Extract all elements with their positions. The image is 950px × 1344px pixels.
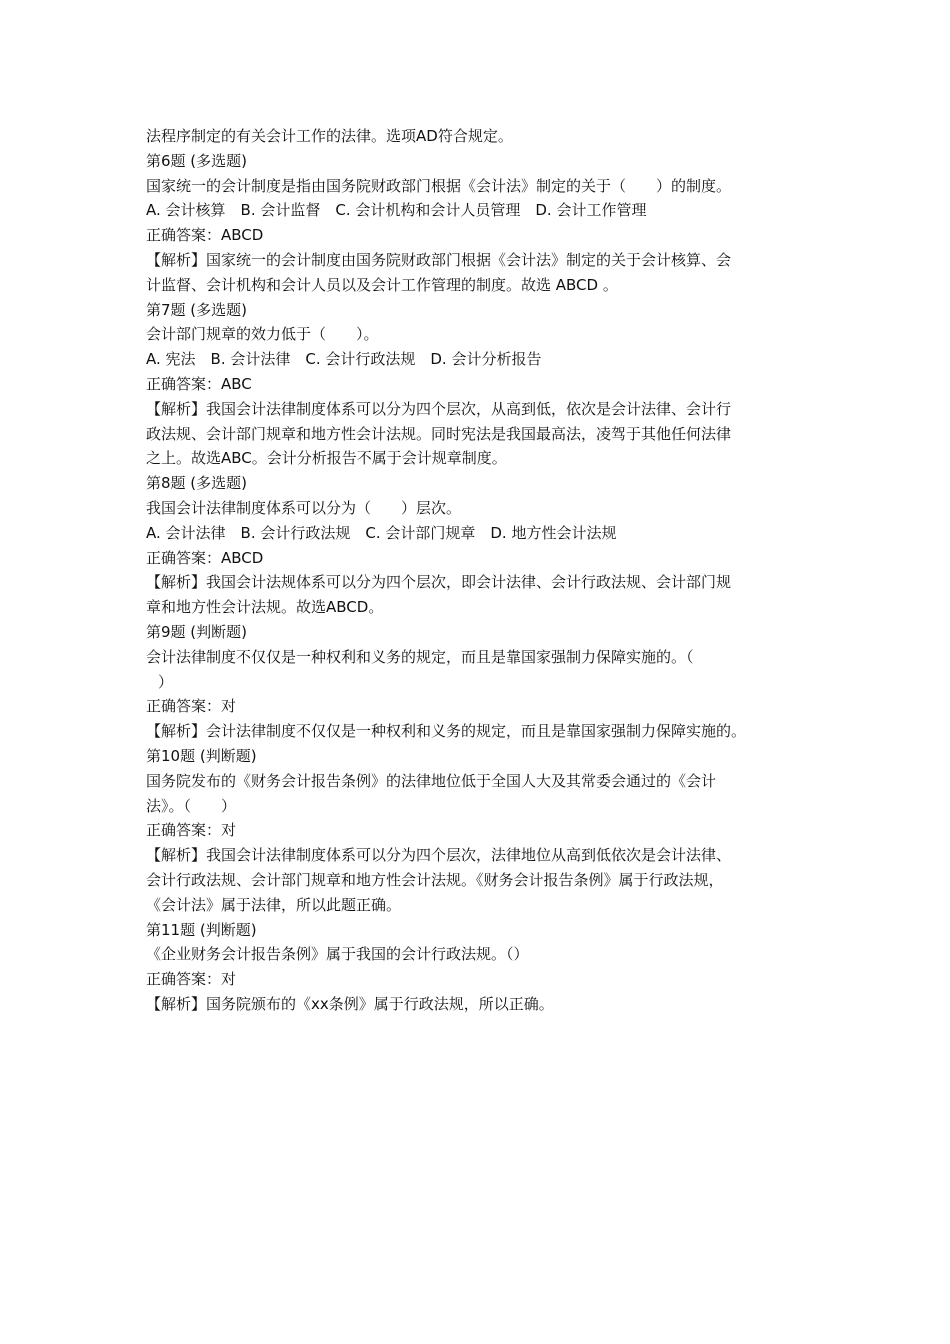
- question-text: 会计部门规章的效力低于（ ）。: [146, 325, 379, 344]
- question-text: ）: [158, 672, 174, 691]
- analysis-line: 【解析】国家统一的会计制度由国务院财政部门根据《会计法》制定的关于会计核算、会: [146, 250, 732, 269]
- question-text: 法》。（ ）: [146, 796, 237, 815]
- analysis-line: 会计行政法规、会计部门规章和地方性会计法规。《财务会计报告条例》属于行政法规，: [146, 870, 724, 889]
- question-heading: 第7题 (多选题): [146, 300, 248, 319]
- answer-line: 正确答案：ABC: [146, 374, 252, 393]
- analysis-line: 【解析】我国会计法律制度体系可以分为四个层次，从高到低，依次是会计法律、会计行: [146, 399, 732, 418]
- question-text: 我国会计法律制度体系可以分为（ ）层次。: [146, 498, 462, 517]
- question-text: 国务院发布的《财务会计报告条例》的法律地位低于全国人大及其常委会通过的《会计: [146, 771, 717, 790]
- answer-line: 正确答案：对: [146, 970, 237, 989]
- question-text: 国家统一的会计制度是指由国务院财政部门根据《会计法》制定的关于（ ）的制度。: [146, 176, 732, 195]
- answer-line: 正确答案：ABCD: [146, 226, 264, 245]
- analysis-line: 之上。故选ABC。会计分析报告不属于会计规章制度。: [146, 449, 507, 468]
- document-body: [146, 124, 810, 1017]
- text-line: 法程序制定的有关会计工作的法律。选项AD符合规定。: [146, 127, 513, 145]
- answer-line: 正确答案：对: [146, 821, 237, 840]
- question-heading: 第6题 (多选题): [146, 151, 248, 170]
- analysis-line: 计监督、会计机构和会计人员以及会计工作管理的制度。故选 ABCD 。: [146, 275, 618, 294]
- question-heading: 第11题 (判断题): [146, 920, 257, 939]
- answer-line: 正确答案：对: [146, 697, 237, 716]
- analysis-line: 章和地方性会计法规。故选ABCD。: [146, 598, 384, 617]
- question-text: 《企业财务会计报告条例》属于我国的会计行政法规。（）: [146, 945, 529, 964]
- options-line: A. 宪法 B. 会计法律 C. 会计行政法规 D. 会计分析报告: [146, 350, 542, 369]
- answer-line: 正确答案：ABCD: [146, 548, 264, 567]
- question-text: 会计法律制度不仅仅是一种权利和义务的规定，而且是靠国家强制力保障实施的。（: [146, 647, 694, 666]
- question-heading: 第8题 (多选题): [146, 474, 248, 493]
- analysis-line: 【解析】我国会计法规体系可以分为四个层次，即会计法律、会计行政法规、会计部门规: [146, 573, 732, 592]
- question-heading: 第9题 (判断题): [146, 622, 248, 641]
- options-line: A. 会计法律 B. 会计行政法规 C. 会计部门规章 D. 地方性会计法规: [146, 523, 617, 542]
- analysis-line: 《会计法》属于法律，所以此题正确。: [146, 895, 402, 914]
- analysis-line: 【解析】国务院颁布的《xx条例》属于行政法规，所以正确。: [146, 994, 554, 1013]
- analysis-line: 【解析】会计法律制度不仅仅是一种权利和义务的规定，而且是靠国家强制力保障实施的。: [146, 722, 747, 741]
- question-heading: 第10题 (判断题): [146, 746, 257, 765]
- analysis-line: 【解析】我国会计法律制度体系可以分为四个层次，法律地位从高到低依次是会计法律、: [146, 846, 732, 865]
- options-line: A. 会计核算 B. 会计监督 C. 会计机构和会计人员管理 D. 会计工作管理: [146, 201, 647, 220]
- analysis-line: 政法规、会计部门规章和地方性会计法规。同时宪法是我国最高法，凌驾于其他任何法律: [146, 424, 732, 443]
